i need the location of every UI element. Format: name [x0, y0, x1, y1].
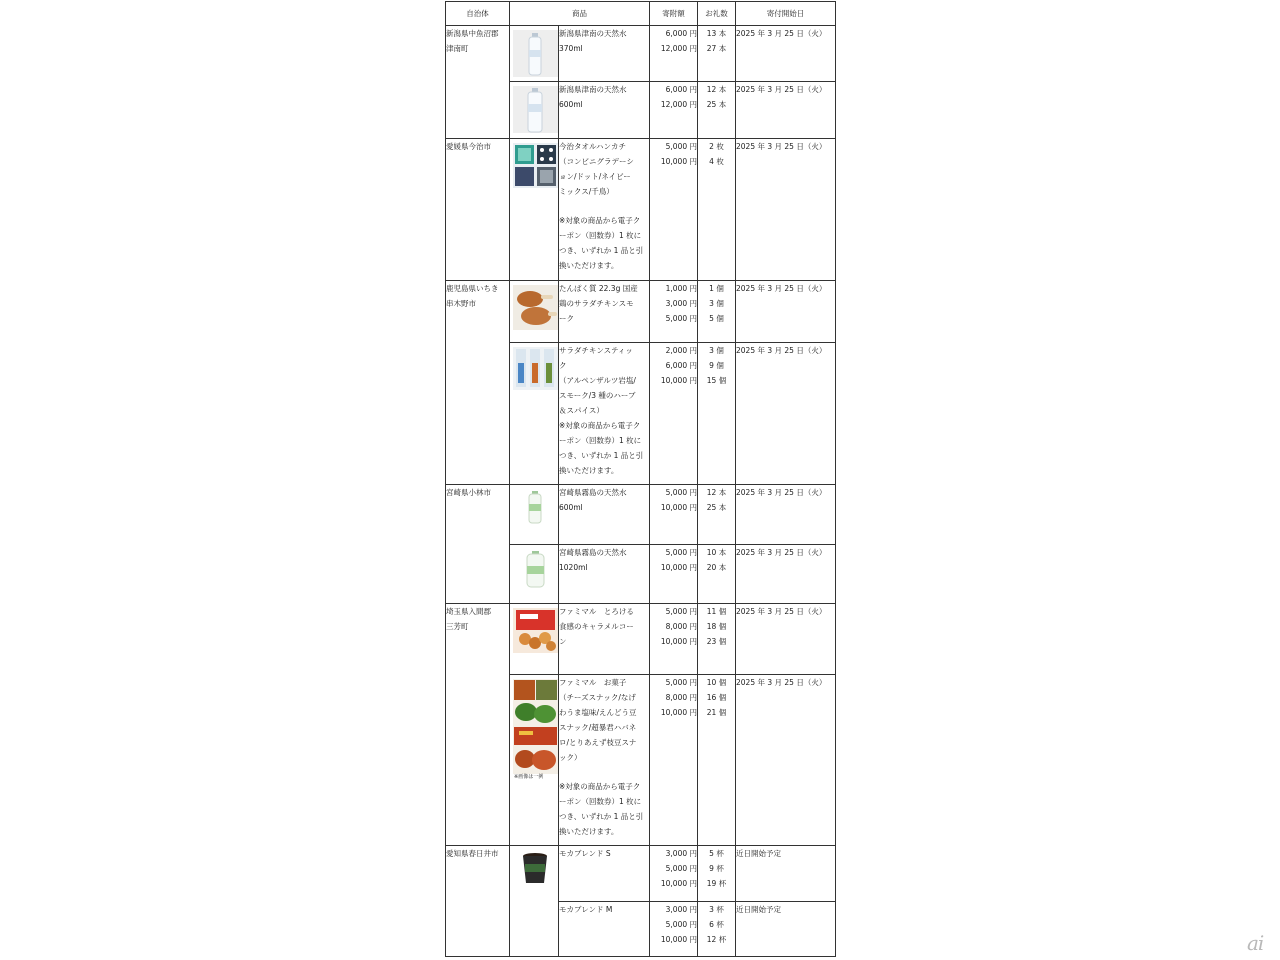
site-logo: ai: [1247, 931, 1264, 955]
amount-cell: 3,000 円 5,000 円 10,000 円: [650, 846, 698, 902]
municipality-cell: 愛知県春日井市: [446, 846, 510, 957]
snack-assortment-image: [513, 679, 558, 774]
amount-cell: 1,000 円 3,000 円 5,000 円: [650, 281, 698, 343]
count-cell: 13 本 27 本: [698, 26, 736, 82]
municipality-cell: 埼玉県入間郡 三芳町: [446, 604, 510, 846]
start-date-cell: 2025 年 3 月 25 日（火）: [736, 343, 836, 485]
product-name-cell: 宮崎県霧島の天然水 600ml: [559, 485, 650, 545]
amount-cell: 3,000 円 5,000 円 10,000 円: [650, 902, 698, 957]
header-reward: お礼数: [698, 2, 736, 26]
municipality-cell: 鹿児島県いちき 串木野市: [446, 281, 510, 485]
table-row: [446, 485, 836, 545]
amount-cell: 6,000 円 12,000 円: [650, 26, 698, 82]
count-cell: 2 枚 4 枚: [698, 139, 736, 281]
product-image-cell: [510, 675, 559, 846]
coupon-note: ※対象の商品から電子ク ーポン（回数券）1 枚に つき、いずれか 1 品と引 換いただけます。: [559, 782, 644, 836]
header-municipality: 自治体: [446, 2, 510, 26]
start-date-cell: 近日開始予定: [736, 902, 836, 957]
table-row: [446, 846, 836, 902]
header-product: 商品: [510, 2, 650, 26]
chicken-stick-image: [513, 347, 558, 390]
table-row: [446, 139, 836, 281]
amount-cell: 5,000 円 10,000 円: [650, 485, 698, 545]
start-date-cell: 2025 年 3 月 25 日（火）: [736, 281, 836, 343]
header-start: 寄付開始日: [736, 2, 836, 26]
water-bottle-image: [513, 549, 558, 589]
water-bottle-image: [513, 489, 558, 525]
amount-cell: 5,000 円 8,000 円 10,000 円: [650, 675, 698, 846]
count-cell: 12 本 25 本: [698, 485, 736, 545]
product-image-cell: [510, 604, 559, 675]
product-name-cell: 宮崎県霧島の天然水 1020ml: [559, 545, 650, 604]
count-cell: 11 個 18 個 23 個: [698, 604, 736, 675]
product-name-cell: ファミマル とろける 食感のキャラメルコー ン: [559, 604, 650, 675]
product-image-cell: [510, 485, 559, 545]
amount-cell: 2,000 円 6,000 円 10,000 円: [650, 343, 698, 485]
count-cell: 12 本 25 本: [698, 82, 736, 139]
product-image-cell: [510, 846, 559, 957]
product-image-cell: [510, 545, 559, 604]
table-row: [446, 26, 836, 82]
count-cell: 1 個 3 個 5 個: [698, 281, 736, 343]
product-name-cell: たんぱく質 22.3g 国産 鶏のサラダチキンスモ ーク: [559, 281, 650, 343]
table-row: [446, 281, 836, 343]
coffee-cup-image: [513, 850, 558, 886]
header-row: [446, 2, 836, 26]
table-row: [446, 604, 836, 675]
towel-handkerchief-image: [513, 143, 558, 188]
product-name-cell: 新潟県津南の天然水 600ml: [559, 82, 650, 139]
count-cell: 3 杯 6 杯 12 杯: [698, 902, 736, 957]
image-caption: ※画像は一例: [514, 774, 544, 780]
salad-chicken-image: [513, 285, 558, 330]
start-date-cell: 2025 年 3 月 25 日（火）: [736, 82, 836, 139]
start-date-cell: 2025 年 3 月 25 日（火）: [736, 26, 836, 82]
start-date-cell: 2025 年 3 月 25 日（火）: [736, 675, 836, 846]
header-amount: 寄附額: [650, 2, 698, 26]
start-date-cell: 2025 年 3 月 25 日（火）: [736, 545, 836, 604]
product-image-cell: [510, 139, 559, 281]
municipality-cell: 新潟県中魚沼郡 津南町: [446, 26, 510, 139]
count-cell: 3 個 9 個 15 個: [698, 343, 736, 485]
product-name-cell: サラダチキンスティッ ク （アルペンザルツ岩塩/ スモーク/3 種のハーブ ＆スパイス） ※対象の商品から電子ク ーポン（回数券）1 枚に つき、いずれか 1 品と引 換いただけます。: [559, 343, 650, 485]
product-image-cell: [510, 343, 559, 485]
amount-cell: 6,000 円 12,000 円: [650, 82, 698, 139]
product-name-cell: ファミマル お菓子 （チーズスナック/なげ わうま塩味/えんどう豆 スナック/超暴君ハバネ ロ/とりあえず枝豆スナ ック） ※対象の商品から電子ク ーポン（回数券）1 枚に つき、いずれか 1 品と引 換いただけます。: [559, 675, 650, 846]
municipality-cell: 愛媛県今治市: [446, 139, 510, 281]
water-bottle-image: [513, 30, 558, 77]
coupon-note: ※対象の商品から電子ク ーポン（回数券）1 枚に つき、いずれか 1 品と引 換いただけます。: [559, 216, 644, 270]
amount-cell: 5,000 円 10,000 円: [650, 139, 698, 281]
water-bottle-image: [513, 86, 558, 133]
start-date-cell: 2025 年 3 月 25 日（火）: [736, 604, 836, 675]
product-name-cell: モカブレンド S: [559, 846, 650, 902]
amount-cell: 5,000 円 8,000 円 10,000 円: [650, 604, 698, 675]
start-date-cell: 近日開始予定: [736, 846, 836, 902]
product-image-cell: [510, 281, 559, 343]
count-cell: 5 杯 9 杯 19 杯: [698, 846, 736, 902]
product-name-cell: 新潟県津南の天然水 370ml: [559, 26, 650, 82]
amount-cell: 5,000 円 10,000 円: [650, 545, 698, 604]
caramel-corn-image: [513, 608, 558, 653]
product-image-cell: [510, 82, 559, 139]
start-date-cell: 2025 年 3 月 25 日（火）: [736, 139, 836, 281]
municipality-cell: 宮崎県小林市: [446, 485, 510, 604]
start-date-cell: 2025 年 3 月 25 日（火）: [736, 485, 836, 545]
product-name-cell: モカブレンド M: [559, 902, 650, 957]
product-name-cell: 今治タオルハンカチ （コンビニグラデーシ ョン/ドット/ネイビー ミックス/千鳥） ※対象の商品から電子ク ーポン（回数券）1 枚に つき、いずれか 1 品と引 換いただけます。: [559, 139, 650, 281]
product-image-cell: [510, 26, 559, 82]
gift-table: [445, 1, 836, 957]
count-cell: 10 本 20 本: [698, 545, 736, 604]
count-cell: 10 個 16 個 21 個: [698, 675, 736, 846]
